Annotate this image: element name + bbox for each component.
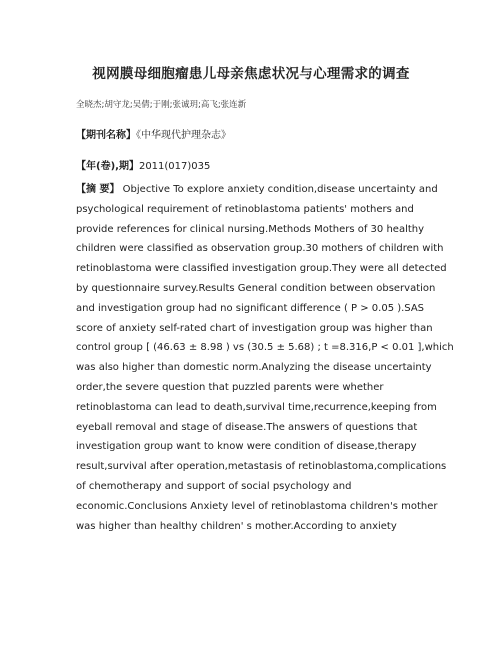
abstract-line: eyeball removal and stage of disease.The answers of questions that <box>76 421 418 433</box>
abstract-line: retinoblastoma were classified investigation group.They were all detected <box>76 263 447 275</box>
abstract-block <box>76 180 454 536</box>
abstract-line: of chemotherapy and support of social psychology and <box>76 480 352 492</box>
abstract-line: psychological requirement of retinoblastoma patients' mothers and <box>76 203 414 215</box>
year-value: 2011(017)035 <box>138 161 211 172</box>
abstract-line: investigation group want to know were condition of disease,therapy <box>76 441 417 453</box>
document-title: 视网膜母细胞瘤患儿母亲焦虑状况与心理需求的调查 <box>92 66 410 82</box>
abstract-line: retinoblastoma can lead to death,survival time,recurrence,keeping from <box>76 401 437 413</box>
journal-label: 【期刊名称】 <box>76 130 136 141</box>
abstract-line: was also higher than domestic norm.Analyzing the disease uncertainty <box>76 362 432 374</box>
abstract-line: order,the severe question that puzzled parents were whether <box>76 381 384 393</box>
abstract-line: score of anxiety self-rated chart of investigation group was higher than <box>76 322 433 334</box>
year-volume-row <box>76 157 210 172</box>
abstract-line <box>76 180 438 200</box>
abstract-text: Objective To explore anxiety condition,disease uncertainty and <box>122 184 438 195</box>
abstract-line: by questionnaire survey.Results General condition between observation <box>76 282 436 294</box>
abstract-line: was higher than healthy children' s mother.According to anxiety <box>76 520 397 532</box>
abstract-line: and investigation group had no significant difference ( P > 0.05 ).SAS <box>76 302 425 314</box>
abstract-line: control group [ (46.63 ± 8.98 ) vs (30.5 ± 5.68) ; t =8.316,P < 0.01 ],which <box>76 342 454 354</box>
journal-value: 《中华现代护理杂志》 <box>136 130 231 141</box>
abstract-line: result,survival after operation,metastasis of retinoblastoma,complications <box>76 461 447 473</box>
abstract-label: 【摘 要】 <box>76 184 120 195</box>
journal-name-row <box>76 126 231 141</box>
abstract-line: economic.Conclusions Anxiety level of retinoblastoma children's mother <box>76 500 438 512</box>
abstract-line: provide references for clinical nursing.Methods Mothers of 30 healthy <box>76 223 425 235</box>
author-list: 全晓杰;胡守龙;吴倩;于刚;张诚玥;高飞;张连新 <box>76 100 247 110</box>
year-label: 【年(卷),期】 <box>76 161 139 172</box>
abstract-line: children were classified as observation group.30 mothers of children with <box>76 243 444 255</box>
